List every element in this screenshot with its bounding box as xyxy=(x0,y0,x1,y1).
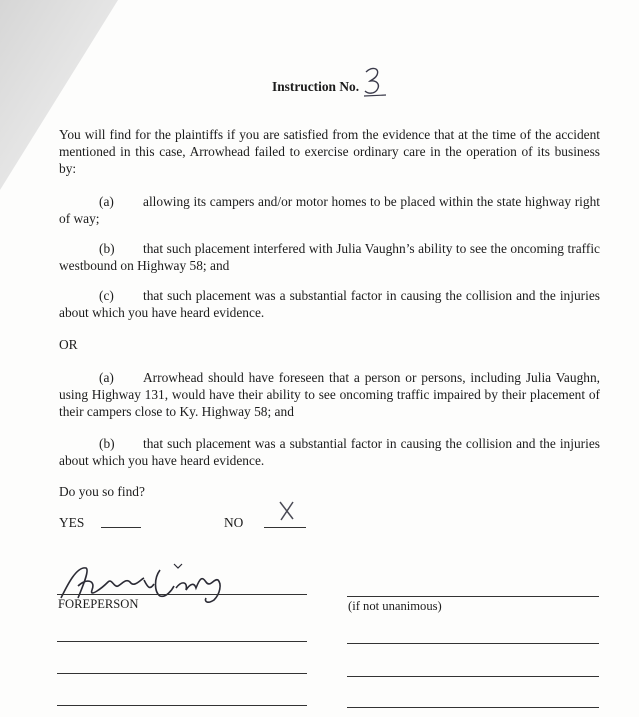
group2-item-b xyxy=(59,435,600,469)
juror-signature-line-6[interactable] xyxy=(57,705,307,706)
group1-item-b-label: (b) xyxy=(99,241,115,256)
no-answer-line[interactable] xyxy=(264,527,306,528)
juror-signature-line-4[interactable] xyxy=(57,673,307,674)
group1-item-a-text: allowing its campers and/or motor homes to be placed within the state highway right of way; xyxy=(59,194,600,226)
juror-signature-line-1[interactable] xyxy=(347,596,599,597)
group1-item-a xyxy=(59,193,600,227)
group2-item-b-text: that such placement was a substantial factor in causing the collision and the injuries about which you have heard evidence. xyxy=(59,436,600,468)
group1-item-a-label: (a) xyxy=(99,194,114,209)
instruction-title: Instruction No. xyxy=(272,79,360,94)
group1-item-b-text: that such placement interfered with Julia Vaughn’s ability to see the oncoming traffic westbound on Highway 58; and xyxy=(59,241,600,273)
not-unanimous-label: (if not unanimous) xyxy=(348,599,442,613)
group2-item-b-label: (b) xyxy=(99,436,115,451)
group1-item-c-label: (c) xyxy=(99,288,114,303)
no-label: NO xyxy=(224,515,244,530)
group2-item-a xyxy=(59,369,600,420)
group2-item-a-text: Arrowhead should have foreseen that a person or persons, including Julia Vaughn, using Highway 131, would have their ability to see oncoming traffic impaired by their placement of their campers close to Ky. Highway 58; and xyxy=(59,370,600,419)
group1-item-c xyxy=(59,287,600,321)
yes-label: YES xyxy=(59,515,85,530)
group1-item-c-text: that such placement was a substantial factor in causing the collision and the injuries about which you have heard evidence. xyxy=(59,288,600,320)
juror-signature-line-2[interactable] xyxy=(57,641,307,642)
foreperson-label: FOREPERSON xyxy=(58,597,139,611)
or-separator: OR xyxy=(59,337,78,352)
foreperson-signature-line[interactable] xyxy=(57,594,307,595)
verdict-question: Do you so find? xyxy=(59,484,145,499)
group2-item-a-label: (a) xyxy=(99,370,114,385)
intro-paragraph: You will find for the plaintiffs if you are satisfied from the evidence that at the time of the accident mentioned in this case, Arrowhead failed to exercise ordinary care in the operation of its business by: xyxy=(59,127,600,176)
no-checkmark-x xyxy=(277,500,297,522)
juror-signature-line-5[interactable] xyxy=(347,676,599,677)
group1-item-b xyxy=(59,240,600,274)
handwritten-instruction-number xyxy=(362,66,388,100)
juror-signature-line-3[interactable] xyxy=(347,643,599,644)
juror-signature-line-7[interactable] xyxy=(347,707,599,708)
yes-answer-line[interactable] xyxy=(101,527,141,528)
